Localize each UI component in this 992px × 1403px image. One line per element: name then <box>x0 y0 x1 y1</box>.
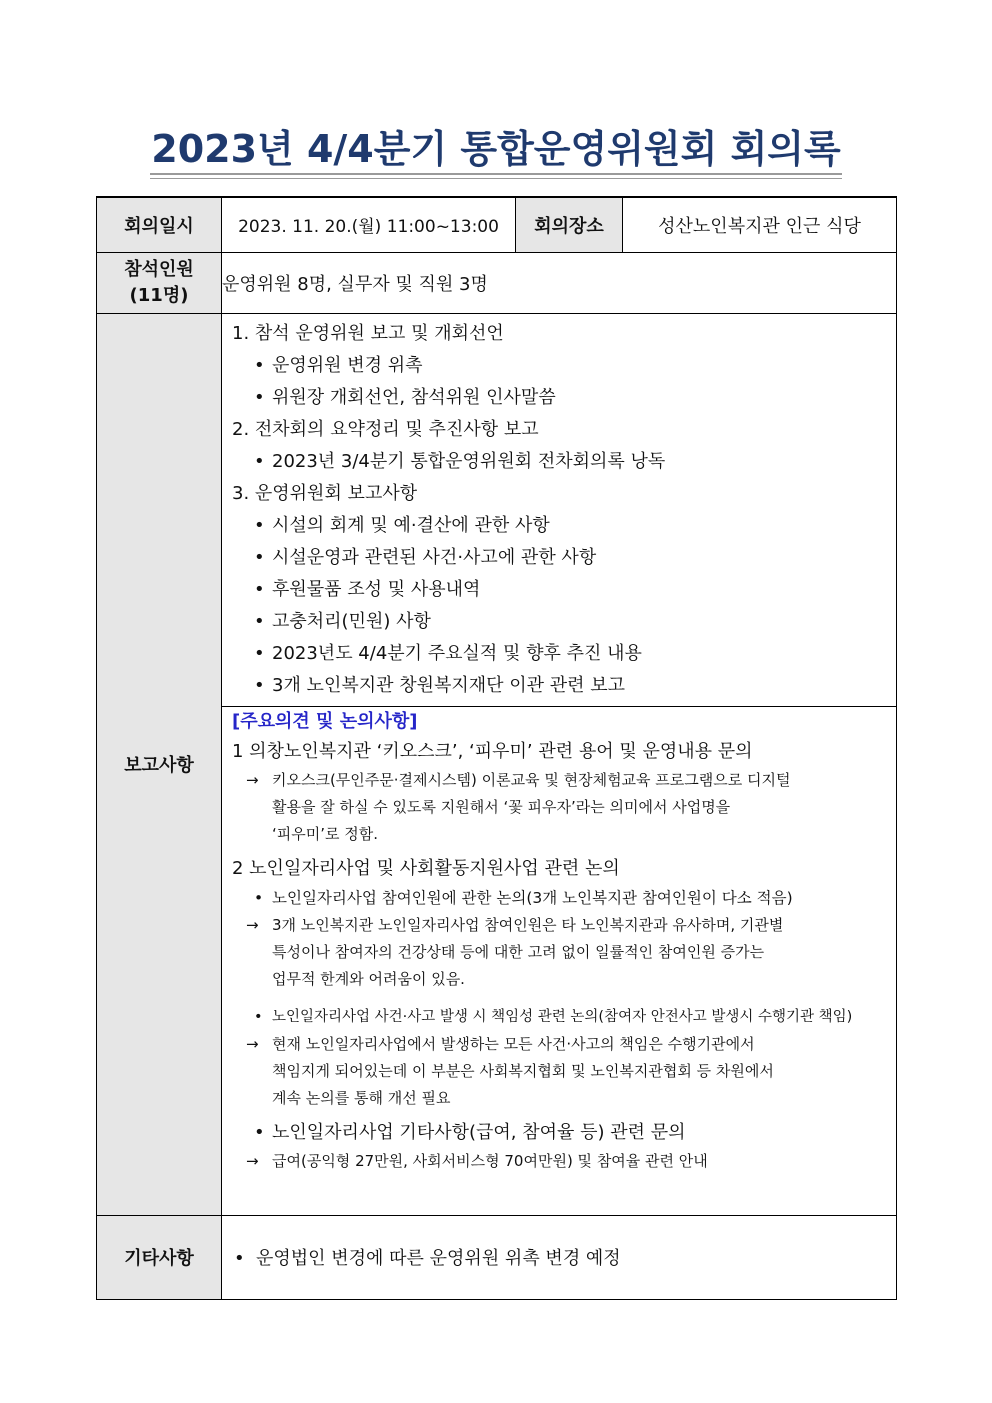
arrow-icon: → <box>246 1034 259 1053</box>
report-item: • 위원장 개회선언, 참석위원 인사말씀 <box>232 382 890 414</box>
attendees-label <box>97 252 222 313</box>
report-content <box>222 313 897 1215</box>
minutes-table <box>96 196 897 1300</box>
arrow-icon: → <box>246 915 259 934</box>
arrow-icon: → <box>246 1151 259 1170</box>
meeting-date-row <box>97 197 897 252</box>
etc-row <box>97 1215 897 1299</box>
discussion-heading: [주요의견 및 논의사항] <box>232 710 418 732</box>
etc-label: 기타사항 <box>97 1215 222 1299</box>
etc-content <box>222 1215 897 1299</box>
issue-2-point-1-answer <box>232 912 890 993</box>
attendees-value: 운영위원 8명, 실무자 및 직원 3명 <box>222 252 897 313</box>
answer-line: 특성이나 참여자의 건강상태 등에 대한 고려 없이 일률적인 참여인원 증가는 <box>272 942 765 961</box>
report-row <box>97 313 897 1215</box>
answer-line: 활용을 잘 하실 수 있도록 지원해서 ‘꽃 피우자’라는 의미에서 사업명을 <box>272 797 731 816</box>
issue-2-point-3-answer <box>232 1148 890 1175</box>
report-item: • 시설운영과 관련된 사건·사고에 관한 사항 <box>232 542 890 574</box>
report-item: • 2023년도 4/4분기 주요실적 및 향후 추진 내용 <box>232 638 890 670</box>
issue-2-title: 2 노인일자리사업 및 사회활동지원사업 관련 논의 <box>232 857 620 879</box>
attendees-label-line1: 참석인원 <box>124 258 194 280</box>
etc-item: • 운영법인 변경에 따른 운영위원 위촉 변경 예정 <box>222 1244 896 1270</box>
issue-1-answer <box>232 767 890 848</box>
report-item: • 고충처리(민원) 사항 <box>232 606 890 638</box>
meeting-date-label: 회의일시 <box>97 197 222 252</box>
answer-line: 책임지게 되어있는데 이 부분은 사회복지협회 및 노인복지관협회 등 차원에서 <box>272 1061 774 1080</box>
title-underline-thin <box>150 178 842 179</box>
report-section-2-heading: 2. 전차회의 요약정리 및 추진사항 보고 <box>232 418 539 440</box>
issue-1-title: 1 의창노인복지관 ‘키오스크’, ‘피우미’ 관련 용어 및 운영내용 문의 <box>232 740 753 762</box>
title-underline <box>150 173 842 175</box>
meeting-place-label: 회의장소 <box>516 197 623 252</box>
meeting-date-value: 2023. 11. 20.(월) 11:00~13:00 <box>222 197 516 252</box>
report-item: • 시설의 회계 및 예·결산에 관한 사항 <box>232 510 890 542</box>
report-item: • 후원물품 조성 및 사용내역 <box>232 574 890 606</box>
answer-line: 키오스크(무인주문·결제시스템) 이론교육 및 현장체험교육 프로그램으로 디지털 <box>272 770 791 789</box>
issue-2-point-2-answer <box>232 1031 890 1112</box>
attendees-label-line2: (11명) <box>129 284 189 306</box>
issue-2-point-2: • 노인일자리사업 사건·사고 발생 시 책임성 관련 논의(참여자 안전사고 발생시 수행기관 책임) <box>232 1003 890 1031</box>
meeting-place-value: 성산노인복지관 인근 식당 <box>623 197 897 252</box>
answer-line: 계속 논의를 통해 개선 필요 <box>272 1088 451 1107</box>
answer-line: 급여(공익형 27만원, 사회서비스형 70여만원) 및 참여율 관련 안내 <box>272 1151 708 1170</box>
answer-line: 3개 노인복지관 노인일자리사업 참여인원은 타 노인복지관과 유사하며, 기관별 <box>272 915 784 934</box>
report-item: • 2023년 3/4분기 통합운영위원회 전차회의록 낭독 <box>232 446 890 478</box>
answer-line: 현재 노인일자리사업에서 발생하는 모든 사건·사고의 책임은 수행기관에서 <box>272 1034 755 1053</box>
attendees-row <box>97 252 897 313</box>
answer-line: ‘피우미’로 정함. <box>272 824 379 843</box>
issue-2-point-3: • 노인일자리사업 기타사항(급여, 참여율 등) 관련 문의 <box>232 1118 890 1148</box>
report-section-3-heading: 3. 운영위원회 보고사항 <box>232 482 418 504</box>
page-title: 2023년 4/4분기 통합운영위원회 회의록 <box>151 127 841 171</box>
issue-2-point-1: • 노인일자리사업 참여인원에 관한 논의(3개 노인복지관 참여인원이 다소 적음) <box>232 884 890 912</box>
report-label: 보고사항 <box>97 313 222 1215</box>
arrow-icon: → <box>246 770 259 789</box>
report-section-1-heading: 1. 참석 운영위원 보고 및 개회선언 <box>232 322 504 344</box>
answer-line: 업무적 한계와 어려움이 있음. <box>272 969 465 988</box>
report-item: • 운영위원 변경 위촉 <box>232 350 890 382</box>
report-item: • 3개 노인복지관 창원복지재단 이관 관련 보고 <box>232 670 890 702</box>
